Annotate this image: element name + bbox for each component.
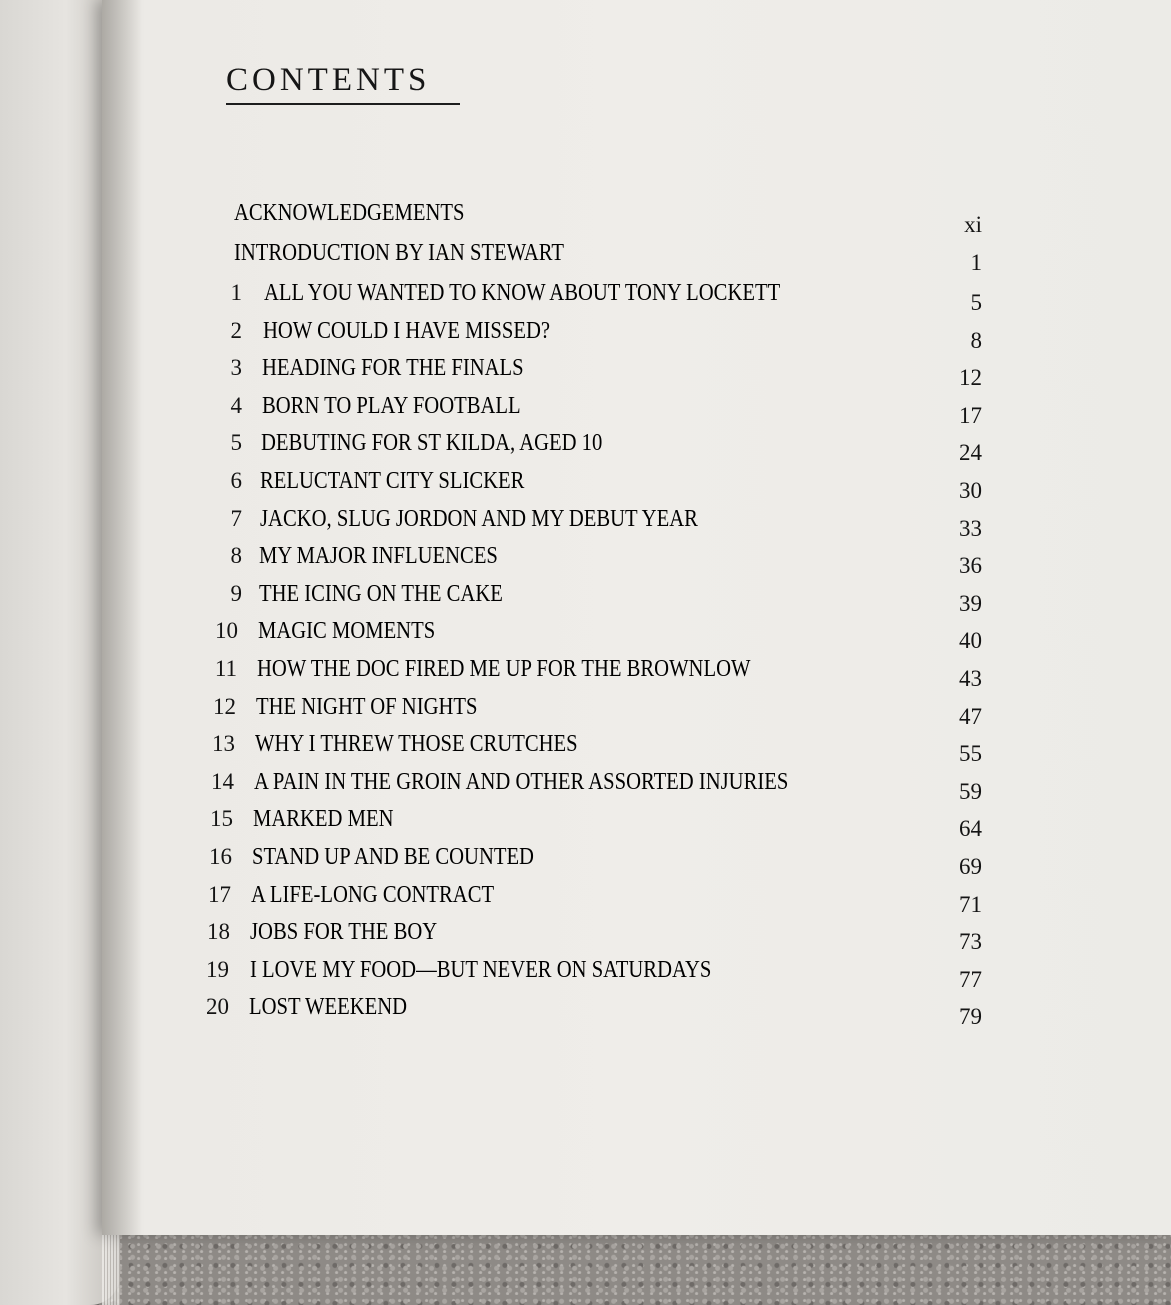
spine-shadow <box>102 0 142 1235</box>
toc-entry-title: INTRODUCTION BY IAN STEWART <box>234 240 564 266</box>
chapter-number: 4 <box>230 392 242 418</box>
chapter-page-number: 17 <box>959 402 982 428</box>
chapter-title: MY MAJOR INFLUENCES <box>259 543 498 570</box>
chapter-title: WHY I THREW THOSE CRUTCHES <box>255 731 578 758</box>
chapter-number: 11 <box>214 656 237 681</box>
chapter-number: 13 <box>212 731 235 757</box>
chapter-number: 2 <box>230 317 242 343</box>
toc-entry-page: 1 <box>970 250 982 275</box>
chapter-number: 1 <box>230 280 242 305</box>
chapter-title: JOBS FOR THE BOY <box>250 919 438 946</box>
chapter-page-number: 24 <box>959 440 982 466</box>
chapter-number: 20 <box>206 994 229 1020</box>
chapter-page-number: 39 <box>959 590 982 616</box>
chapter-page-number: 30 <box>959 478 982 503</box>
title-underline <box>226 103 460 105</box>
chapter-page-number: 77 <box>959 966 982 992</box>
chapter-title: ALL YOU WANTED TO KNOW ABOUT TONY LOCKETT <box>264 280 781 306</box>
chapter-title: JACKO, SLUG JORDON AND MY DEBUT YEAR <box>260 505 698 532</box>
chapter-number: 15 <box>210 806 233 832</box>
chapter-title: LOST WEEKEND <box>249 994 408 1021</box>
chapter-title: RELUCTANT CITY SLICKER <box>260 468 525 494</box>
chapter-number: 3 <box>230 355 242 381</box>
chapter-page-number: 71 <box>959 891 982 917</box>
chapter-page-number: 69 <box>959 854 982 879</box>
chapter-number: 5 <box>230 430 242 456</box>
chapter-page-number: 5 <box>970 290 982 315</box>
chapter-title: HOW COULD I HAVE MISSED? <box>263 317 551 344</box>
page-title: CONTENTS <box>226 62 431 98</box>
chapter-title: BORN TO PLAY FOOTBALL <box>262 392 521 419</box>
chapter-number: 9 <box>230 580 242 606</box>
chapter-number: 19 <box>206 956 229 982</box>
chapter-number: 17 <box>208 881 231 907</box>
toc-entry-title: ACKNOWLEDGEMENTS <box>234 200 465 226</box>
chapter-number: 10 <box>215 618 238 644</box>
chapter-page-number: 43 <box>959 666 982 691</box>
chapter-number: 12 <box>213 693 236 719</box>
chapter-page-number: 12 <box>959 365 982 391</box>
chapter-page-number: 79 <box>959 1004 982 1030</box>
chapter-title: THE ICING ON THE CAKE <box>259 580 503 607</box>
chapter-page-number: 73 <box>959 929 982 955</box>
chapter-title: MARKED MEN <box>253 806 394 833</box>
chapter-title: A LIFE-LONG CONTRACT <box>251 881 495 908</box>
chapter-page-number: 59 <box>959 778 982 804</box>
chapter-title: THE NIGHT OF NIGHTS <box>256 693 478 720</box>
chapter-page-number: 8 <box>970 327 982 353</box>
chapter-title: STAND UP AND BE COUNTED <box>252 844 534 870</box>
chapter-page-number: 40 <box>959 628 982 654</box>
chapter-page-number: 64 <box>959 816 982 842</box>
chapter-title: DEBUTING FOR ST KILDA, AGED 10 <box>261 430 603 457</box>
chapter-page-number: 55 <box>959 741 982 767</box>
chapter-number: 6 <box>230 468 242 493</box>
chapter-title: A PAIN IN THE GROIN AND OTHER ASSORTED INJURIES <box>254 768 789 795</box>
chapter-number: 14 <box>211 768 234 794</box>
chapter-number: 18 <box>207 919 230 945</box>
chapter-title: HOW THE DOC FIRED ME UP FOR THE BROWNLOW <box>257 656 751 682</box>
chapter-title: HEADING FOR THE FINALS <box>262 355 524 382</box>
chapter-title: I LOVE MY FOOD—BUT NEVER ON SATURDAYS <box>250 956 712 983</box>
chapter-number: 16 <box>209 844 232 869</box>
toc-entry-page: xi <box>964 212 982 237</box>
chapter-number: 7 <box>230 505 242 531</box>
chapter-title: MAGIC MOMENTS <box>258 618 436 645</box>
chapter-page-number: 47 <box>959 703 982 729</box>
chapter-page-number: 36 <box>959 553 982 579</box>
chapter-page-number: 33 <box>959 515 982 541</box>
chapter-number: 8 <box>230 543 242 569</box>
